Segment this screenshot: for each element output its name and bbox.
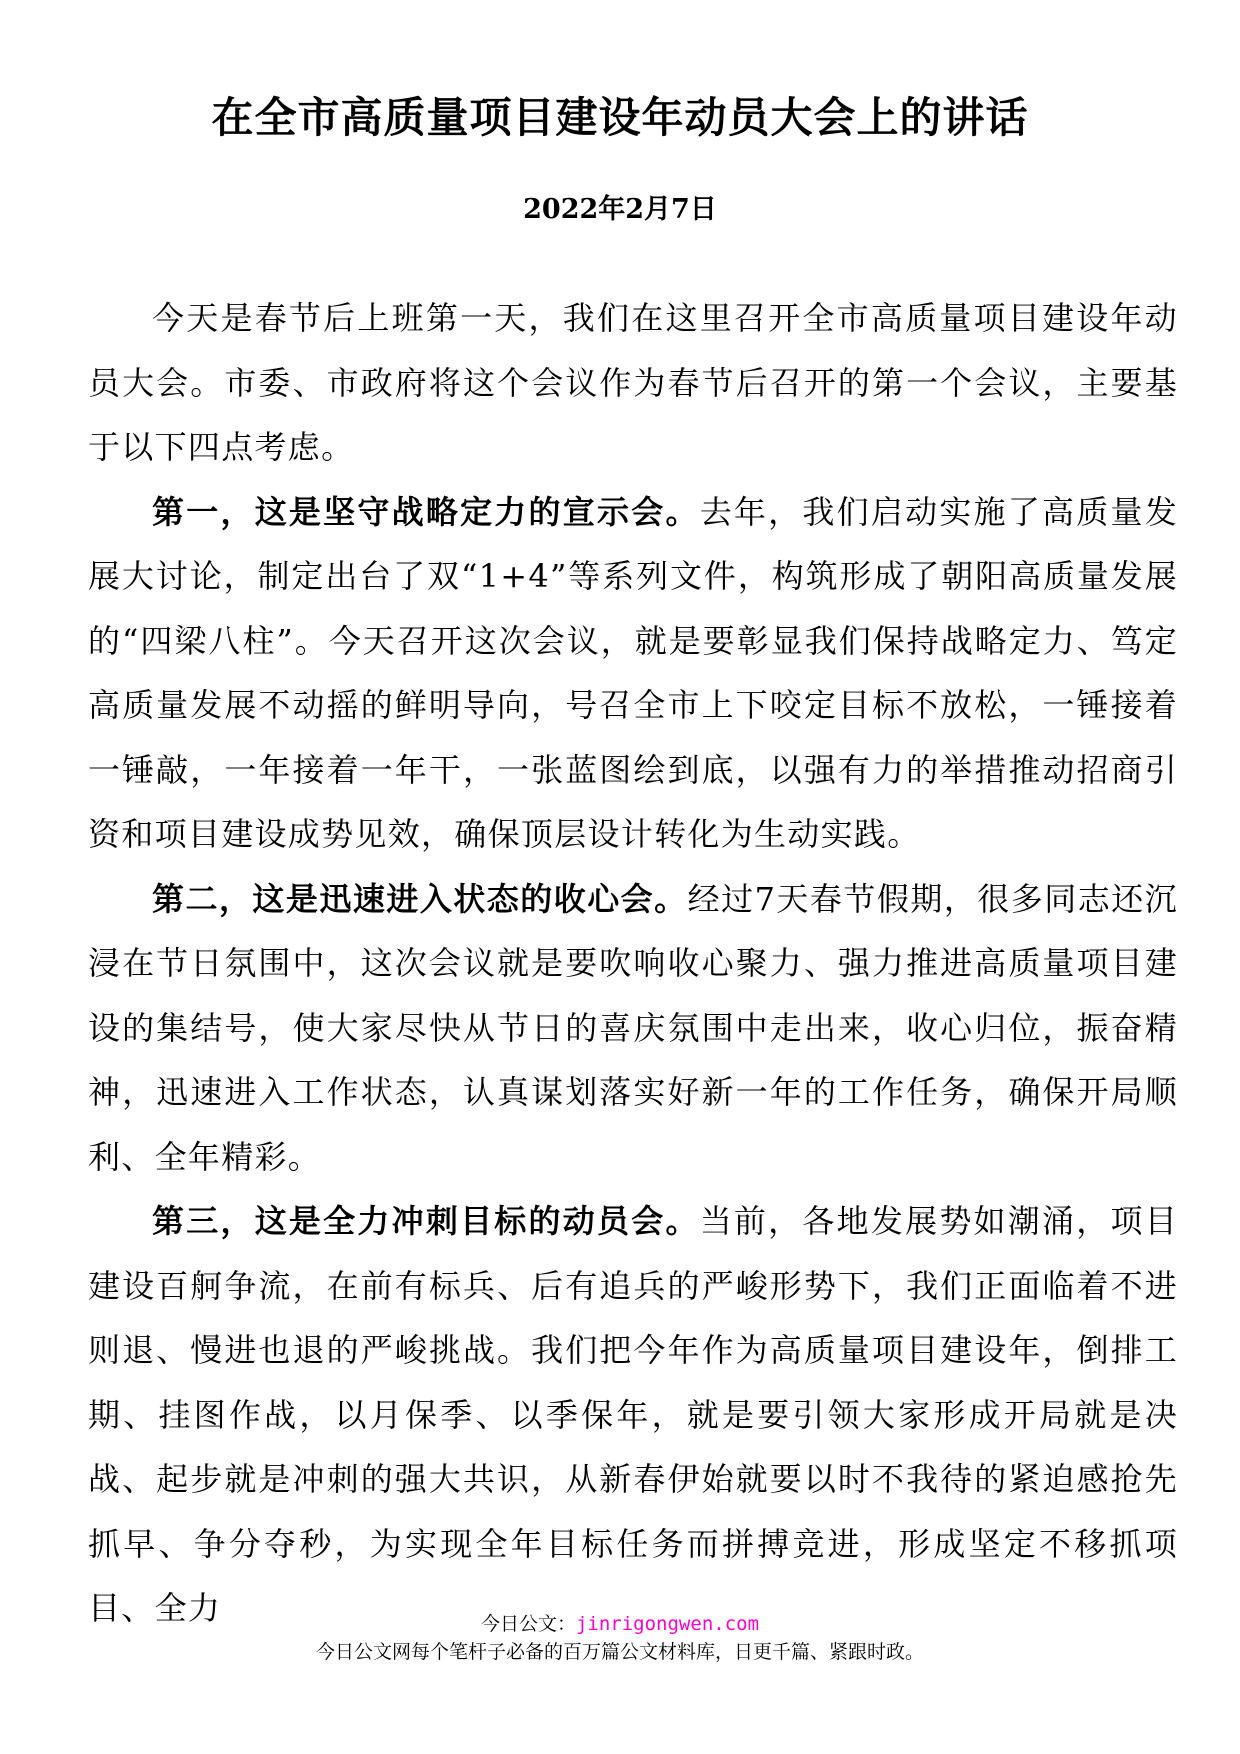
page-footer — [0, 1610, 1240, 1666]
paragraph-intro — [88, 286, 1178, 480]
footer-tagline: 今日公文网每个笔杆子必备的百万篇公文材料库，日更千篇、紧跟时政。 — [315, 1641, 924, 1663]
paragraph-text: 当前，各地发展势如潮涌，项目建设百舸争流，在前有标兵、后有追兵的严峻形势下，我们正面临着不进则退、慢进也退的严峻挑战。我们把今年作为高质量项目建设年，倒排工期、挂图作战，以月保季、以季保年，就是要引领大家形成开局就是决战、起步就是冲刺的强大共识，从新春伊始就要以时不我待的紧迫感抢先抓早、争分夺秒，为实现全年目标任务而拼搏竞进，形成坚定不移抓项目、全力 — [88, 1202, 1179, 1627]
document-date: 2022年2月7日 — [523, 194, 717, 225]
paragraph-lead: 第一，这是坚守战略定力的宣示会。 — [152, 492, 700, 531]
footer-site-line — [0, 1610, 1240, 1638]
paragraph-text: 今天是春节后上班第一天，我们在这里召开全市高质量项目建设年动员大会。市委、市政府将这个会议作为春节后召开的第一个会议，主要基于以下四点考虑。 — [88, 299, 1178, 466]
paragraph-lead: 第二，这是迅速进入状态的收心会。 — [152, 879, 688, 918]
footer-site-label: 今日公文： — [480, 1613, 576, 1635]
paragraph-point-2 — [88, 867, 1178, 1190]
document-title: 在全市高质量项目建设年动员大会上的讲话 — [211, 93, 1029, 142]
paragraph-text: 经过7天春节假期，很多同志还沉浸在节日氛围中，这次会议就是要吹响收心聚力、强力推进高质量项目建设的集结号，使大家尽快从节日的喜庆氛围中走出来，收心归位，振奋精神，迅速进入工作状态，认真谋划落实好新一年的工作任务，确保开局顺利、全年精彩。 — [88, 879, 1178, 1176]
paragraph-text: 去年，我们启动实施了高质量发展大讨论，制定出台了双“1+4”等系列文件，构筑形成了朝阳高质量发展的“四梁八柱”。今天召开这次会议，就是要彰显我们保持战略定力、笃定高质量发展不动摇的鲜明导向，号召全市上下咬定目标不放松，一锤接着一锤敲，一年接着一年干，一张蓝图绘到底，以强有力的举措推动招商引资和项目建设成势见效，确保顶层设计转化为生动实践。 — [88, 492, 1179, 853]
paragraph-point-1 — [88, 480, 1178, 867]
paragraph-point-3 — [88, 1189, 1178, 1641]
paragraph-lead: 第三，这是全力冲刺目标的动员会。 — [152, 1202, 700, 1240]
document-body — [88, 286, 1178, 1641]
footer-site-link[interactable]: jinrigongwen.com — [575, 1613, 760, 1635]
